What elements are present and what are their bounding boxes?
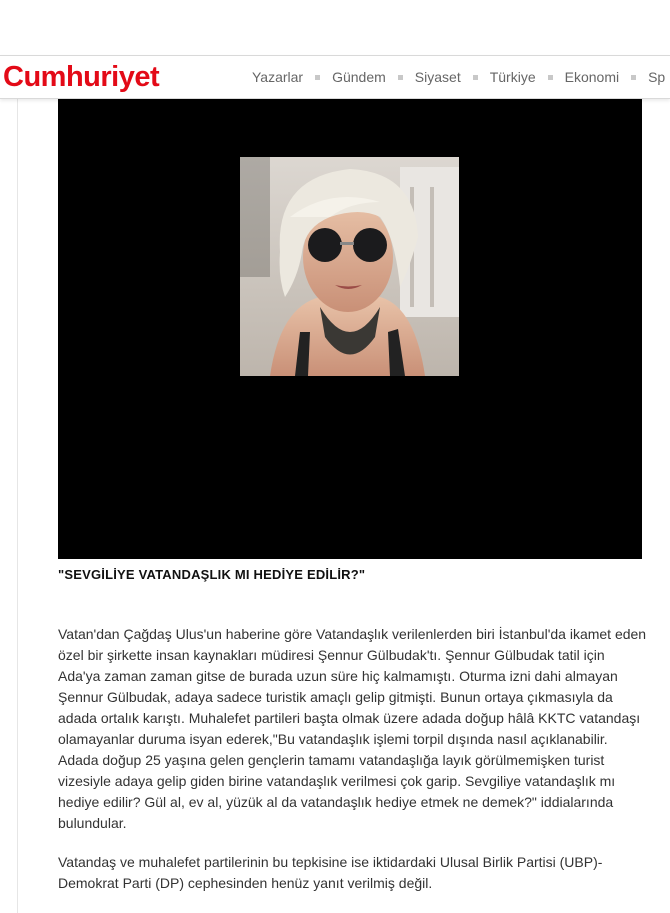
article-media	[58, 98, 642, 559]
cumhuriyet-logo[interactable]: Cumhuriyet	[3, 61, 160, 93]
main-nav	[252, 69, 665, 85]
site-header	[0, 55, 670, 99]
nav-item-ekonomi[interactable]: Ekonomi	[564, 69, 620, 85]
portrait-image	[240, 157, 459, 376]
nav-separator	[315, 75, 320, 80]
article-paragraph: Vatandaş ve muhalefet partilerinin bu tepkisine ise iktidardaki Ulusal Birlik Partisi (UBP)-Demokrat Parti (DP) cephesinden henüz yanıt verilmiş değil.	[58, 854, 603, 891]
article-paragraph: Vatan'dan Çağdaş Ulus'un haberine göre Vatandaşlık verilenlerden biri İstanbul'da ikamet eden özel bir şirkette insan kaynakları müdiresi Şennur Gülbudak'tı. Şennur Gülbudak tatil için Ada'ya zaman zaman gitse de burada uzun süre hiç kalmamıştı. Oturma izni dahi almayan Şennur Gülbudak, adaya sadece turistik amaçlı gelip gitmişti. Bunun ortaya çıkmasıyla da adada ortalık karıştı. Muhalefet partileri başta olmak üzere adada doğup hâlâ KKTC vatandaşı olamayanlar duruma isyan ederek,"Bu vatandaşlık işlemi torpil dışında nasıl açıklanabilir. Adada doğup 25 yaşına gelen gençlerin tamamı vatandaşlığa layık görülmemişken turist vizesiyle adaya gelip giden birine vatandaşlık verilmesi çok garip. Sevgiliye vatandaşlık mı hediye edilir? Gül al, ev al, yüzük al da vatandaşlık hediye etmek ne demek?" iddialarında bulundular.	[58, 626, 647, 831]
content-left-rule	[17, 98, 18, 913]
nav-item-turkiye[interactable]: Türkiye	[489, 69, 536, 85]
nav-separator	[473, 75, 478, 80]
article-headline: "SEVGİLİYE VATANDAŞLIK MI HEDİYE EDİLİR?"	[58, 567, 366, 582]
nav-item-siyaset[interactable]: Siyaset	[414, 69, 461, 85]
nav-item-yazarlar[interactable]: Yazarlar	[252, 69, 304, 85]
nav-separator	[398, 75, 403, 80]
nav-item-gundem[interactable]: Gündem	[332, 69, 386, 85]
nav-item-spor[interactable]: Sp	[648, 69, 666, 85]
top-blank-area	[0, 0, 670, 55]
nav-separator	[548, 75, 553, 80]
article-photo	[240, 157, 459, 376]
nav-separator	[631, 75, 636, 80]
